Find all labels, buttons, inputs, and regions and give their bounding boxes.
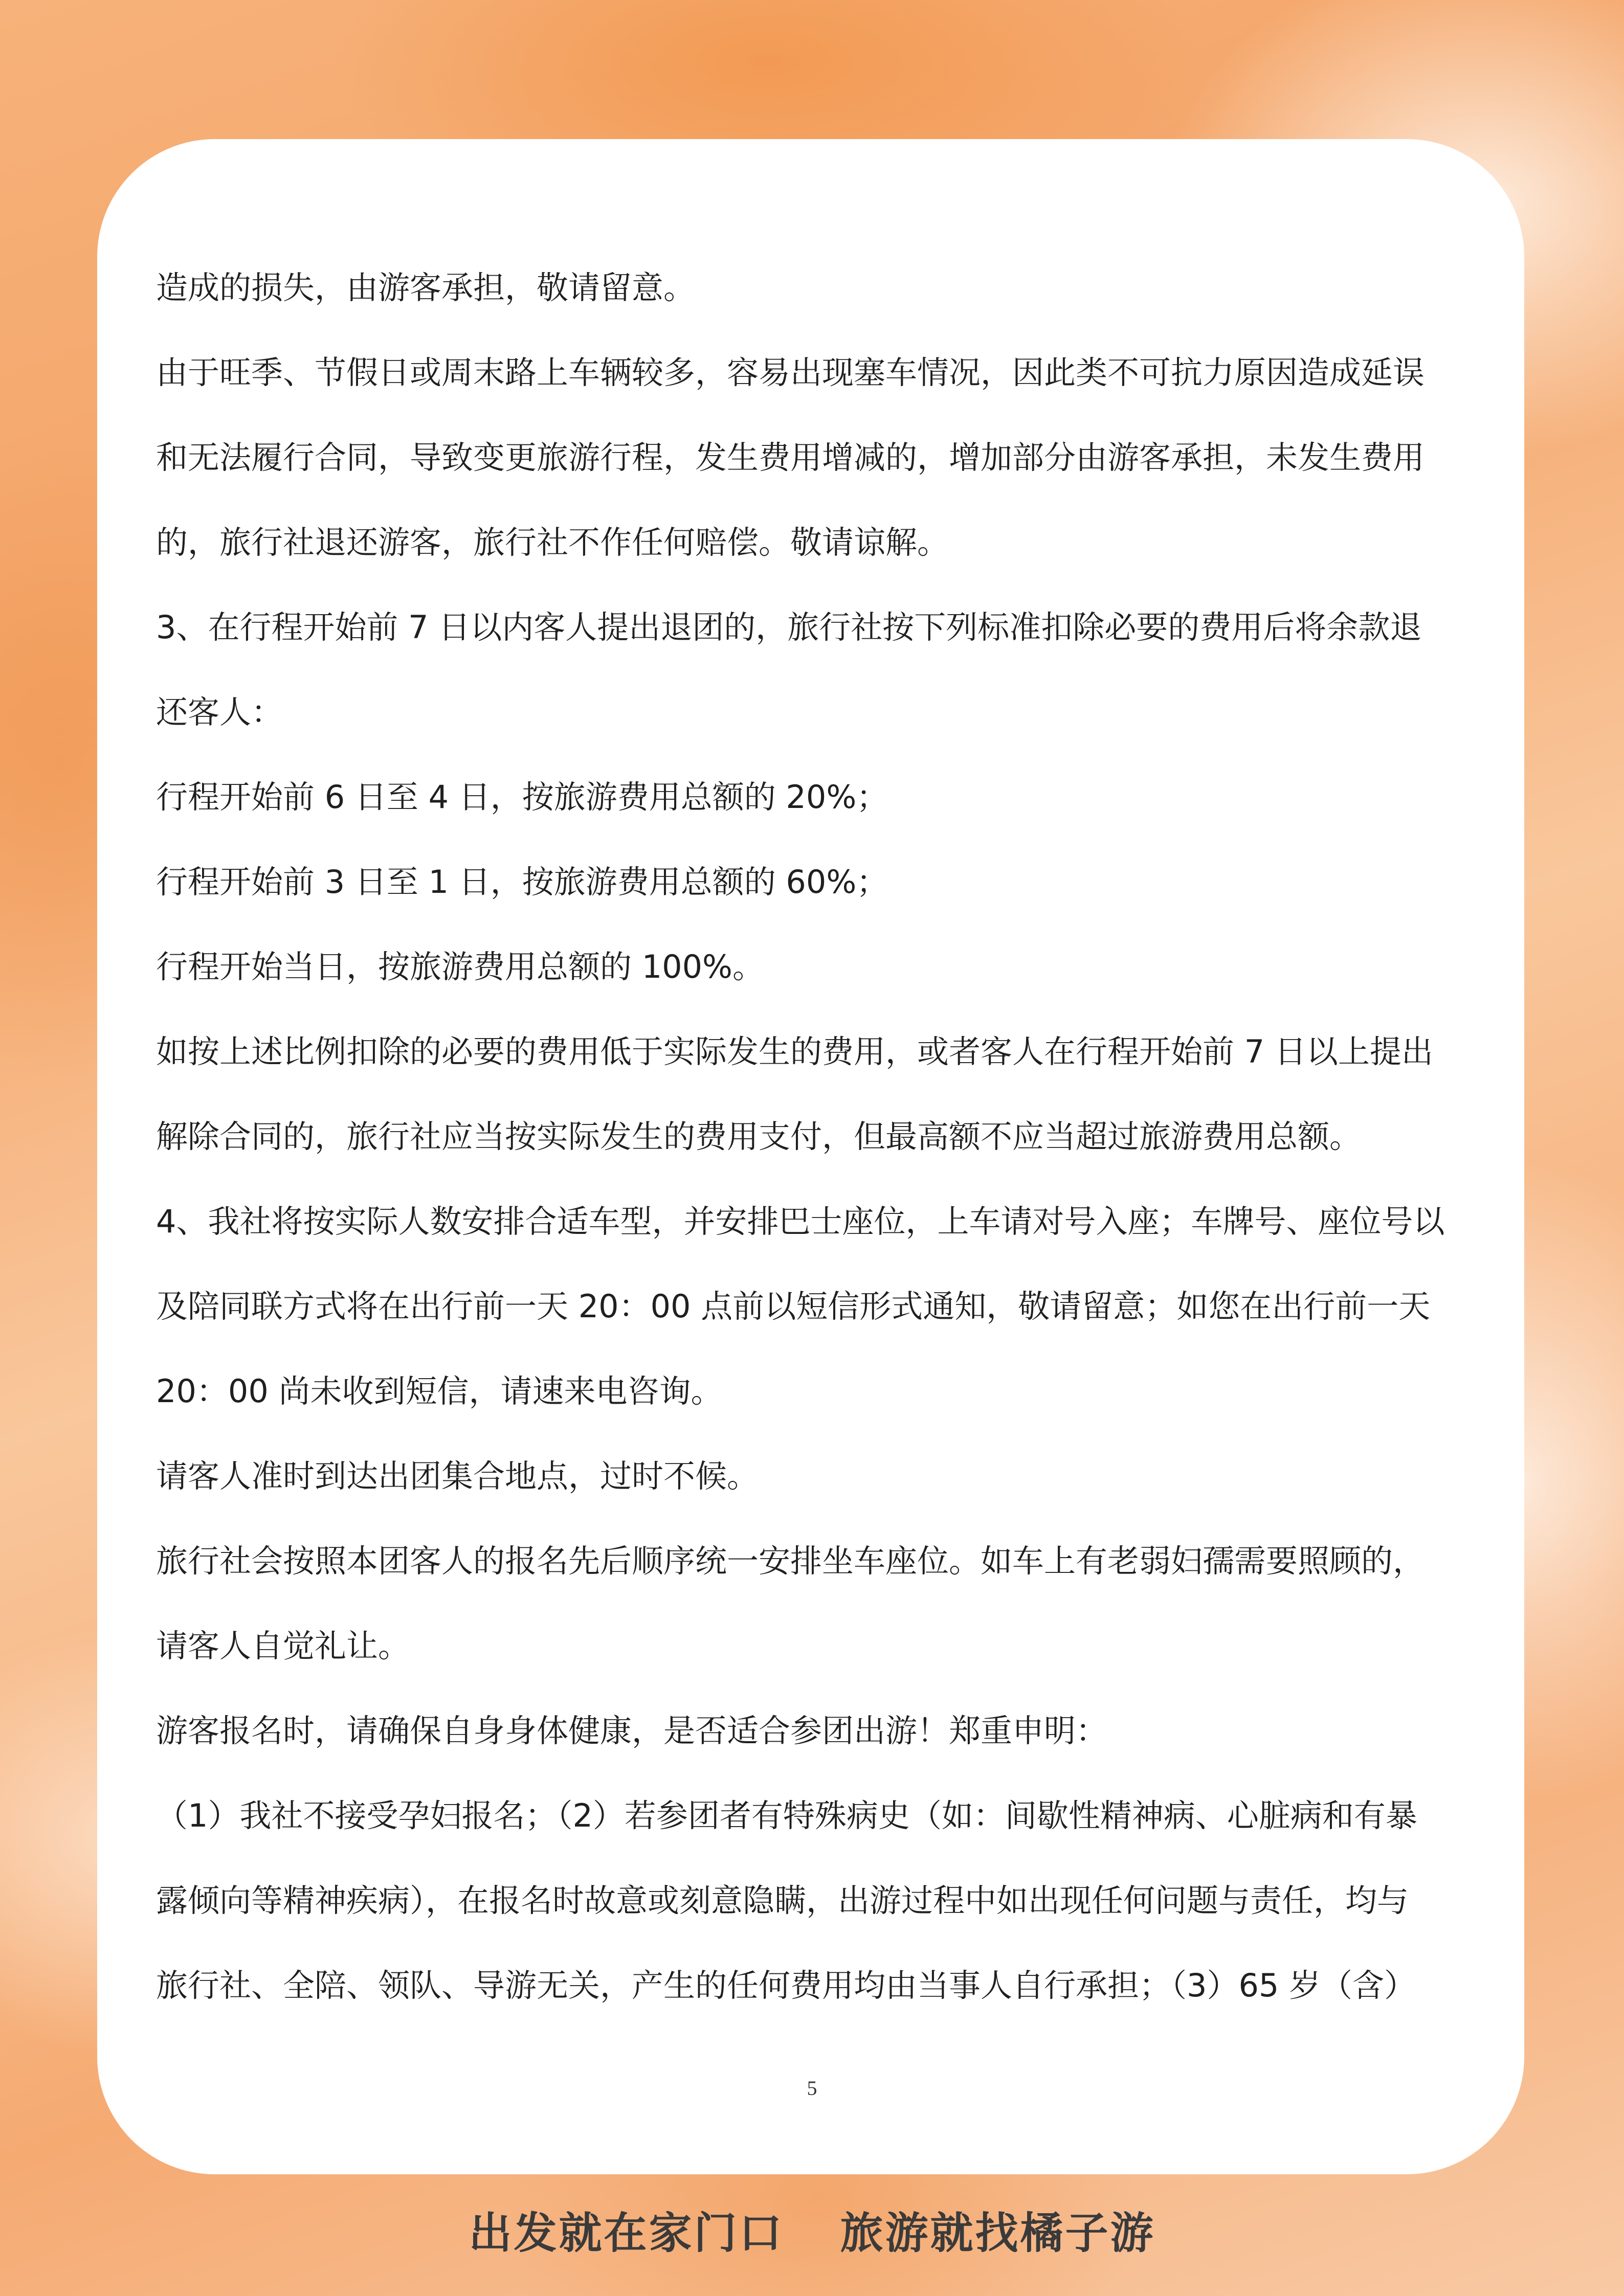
page-number: 5 (807, 2077, 817, 2100)
paragraph-line: 造成的损失，由游客承担，敬请留意。 (156, 269, 696, 306)
paragraph-line: 的，旅行社退还游客，旅行社不作任何赔偿。敬请谅解。 (156, 524, 949, 561)
paragraph-line: 旅行社会按照本团客人的报名先后顺序统一安排坐车座位。如车上有老弱妇孺需要照顾的， (156, 1542, 1425, 1580)
paragraph-line: 20：00 尚未收到短信，请速来电咨询。 (156, 1372, 723, 1410)
paragraph-line: 及陪同联方式将在出行前一天 20：00 点前以短信形式通知，敬请留意；如您在出行前一天 (156, 1288, 1431, 1325)
paragraph-line: 行程开始当日，按旅游费用总额的 100%。 (156, 948, 764, 985)
document-body (156, 245, 1471, 2028)
paragraph-line: 请客人准时到达出团集合地点，过时不候。 (156, 1457, 759, 1495)
paragraph-line: 请客人自觉礼让。 (156, 1627, 410, 1664)
paragraph-line: 还客人： (156, 693, 283, 731)
paragraph-line: 露倾向等精神疾病），在报名时故意或刻意隐瞒，出游过程中如出现任何问题与责任，均与 (156, 1882, 1409, 1919)
footer-slogan (0, 2199, 1624, 2261)
slogan-left: 出发就在家门口 (469, 2208, 784, 2258)
paragraph-line: 行程开始前 6 日至 4 日，按旅游费用总额的 20%； (156, 778, 888, 816)
paragraph-line: 3、在行程开始前 7 日以内客人提出退团的，旅行社按下列标准扣除必要的费用后将余款退 (156, 609, 1422, 646)
paragraph-line: 解除合同的，旅行社应当按实际发生的费用支付，但最高额不应当超过旅游费用总额。 (156, 1118, 1362, 1155)
paragraph-line: 行程开始前 3 日至 1 日，按旅游费用总额的 60%； (156, 863, 888, 901)
paragraph-line: 如按上述比例扣除的必要的费用低于实际发生的费用，或者客人在行程开始前 7 日以上提出 (156, 1033, 1433, 1070)
paragraph-line: 和无法履行合同，导致变更旅游行程，发生费用增减的，增加部分由游客承担，未发生费用 (156, 439, 1425, 476)
paragraph-line: 游客报名时，请确保自身身体健康，是否适合参团出游！郑重申明： (156, 1712, 1108, 1749)
paragraph-line: （1）我社不接受孕妇报名；（2）若参团者有特殊病史（如：间歇性精神病、心脏病和有暴 (156, 1797, 1417, 1834)
paragraph-line: 4、我社将按实际人数安排合适车型，并安排巴士座位，上车请对号入座；车牌号、座位号以 (156, 1203, 1445, 1240)
slogan-right: 旅游就找橘子游 (840, 2208, 1155, 2258)
paragraph-line: 由于旺季、节假日或周末路上车辆较多，容易出现塞车情况，因此类不可抗力原因造成延误 (156, 354, 1425, 391)
paragraph-line: 旅行社、全陪、领队、导游无关，产生的任何费用均由当事人自行承担；（3）65 岁（含） (156, 1967, 1416, 2004)
